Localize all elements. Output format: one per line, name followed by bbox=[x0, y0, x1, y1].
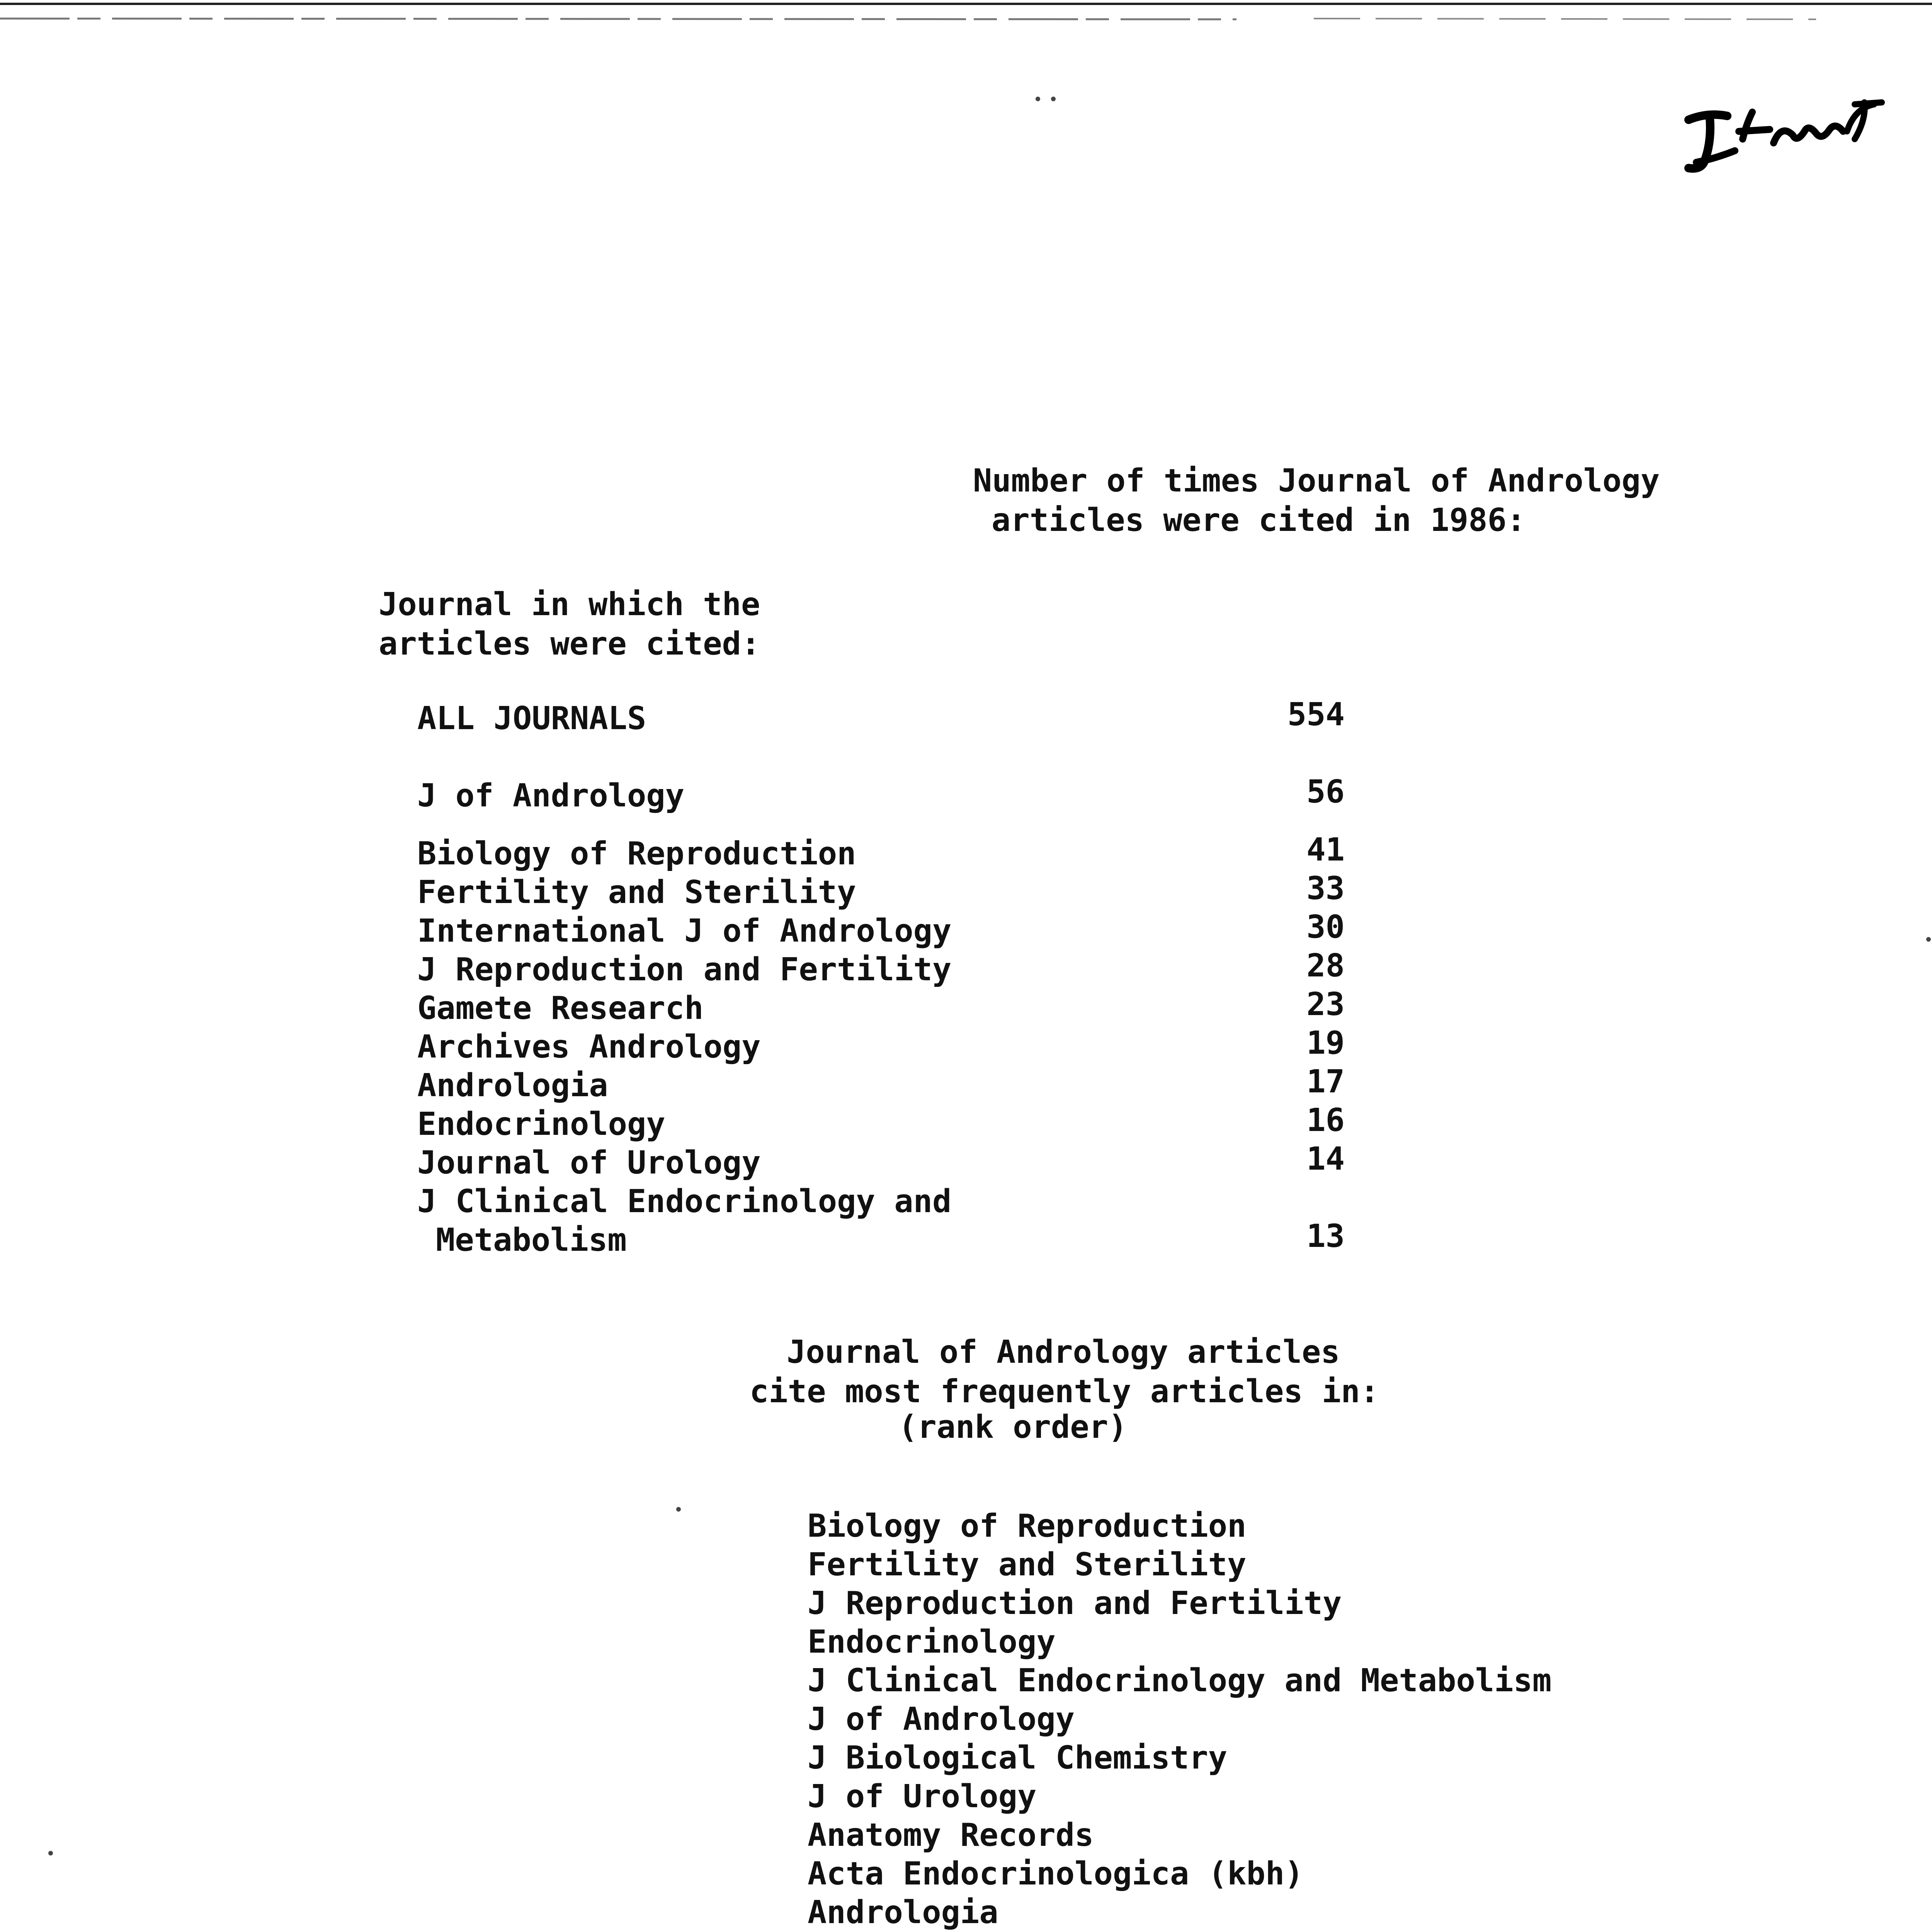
table-row-value: 30 bbox=[1306, 909, 1345, 946]
citations-title-line-2: articles were cited in 1986: bbox=[992, 502, 1526, 539]
table-row-value: 17 bbox=[1306, 1063, 1345, 1100]
table-row-value: 19 bbox=[1306, 1025, 1345, 1061]
all-journals-label: ALL JOURNALS bbox=[417, 700, 646, 737]
table-row-value: 23 bbox=[1306, 986, 1345, 1023]
list-item: J of Urology bbox=[808, 1778, 1037, 1815]
list-item: J Biological Chemistry bbox=[808, 1740, 1228, 1776]
all-journals-value: 554 bbox=[1287, 696, 1345, 733]
list-item: Endocrinology bbox=[808, 1624, 1056, 1660]
list-item: J Clinical Endocrinology and Metabolism bbox=[808, 1662, 1552, 1699]
table-row-value: 14 bbox=[1306, 1141, 1345, 1177]
scan-edge-line bbox=[0, 0, 1932, 27]
scan-speck bbox=[676, 1507, 681, 1512]
table-row-label: International J of Andrology bbox=[417, 913, 952, 949]
table-row-label-line-1: J Clinical Endocrinology and bbox=[417, 1183, 952, 1220]
table-row-label: Gamete Research bbox=[417, 990, 704, 1027]
own-journal-value: 56 bbox=[1306, 774, 1345, 810]
table-row-value: 41 bbox=[1306, 832, 1345, 868]
table-row-label-line-2: Metabolism bbox=[436, 1222, 627, 1259]
scan-speck bbox=[1051, 97, 1056, 101]
list-item: Biology of Reproduction bbox=[808, 1508, 1247, 1544]
cited-by-title-line-3: (rank order) bbox=[898, 1409, 1128, 1446]
table-row-value: 13 bbox=[1306, 1218, 1345, 1255]
citations-title-line-1: Number of times Journal of Andrology bbox=[973, 463, 1660, 499]
table-row-label: J Reproduction and Fertility bbox=[417, 951, 952, 988]
scan-speck bbox=[48, 1851, 53, 1855]
scan-speck bbox=[1036, 97, 1040, 101]
handwritten-note bbox=[1673, 66, 1889, 182]
own-journal-label: J of Andrology bbox=[417, 777, 685, 814]
table-row-label: Endocrinology bbox=[417, 1106, 665, 1143]
list-item: Fertility and Sterility bbox=[808, 1546, 1247, 1583]
scan-speck bbox=[1926, 937, 1931, 942]
table-row-value: 28 bbox=[1306, 947, 1345, 984]
list-item: J of Andrology bbox=[808, 1701, 1075, 1738]
cited-by-title-line-1: Journal of Andrology articles bbox=[787, 1334, 1340, 1371]
table-row-label: Fertility and Sterility bbox=[417, 874, 856, 911]
list-item: Acta Endocrinologica (kbh) bbox=[808, 1855, 1304, 1892]
list-item: Andrologia bbox=[808, 1894, 998, 1931]
table-row-label: Andrologia bbox=[417, 1067, 608, 1104]
list-item: Anatomy Records bbox=[808, 1817, 1094, 1854]
table-row-label: Biology of Reproduction bbox=[417, 835, 856, 872]
table-row-value: 33 bbox=[1306, 870, 1345, 907]
column-header-line-2: articles were cited: bbox=[379, 626, 760, 662]
table-row-value: 16 bbox=[1306, 1102, 1345, 1139]
table-row-label: Archives Andrology bbox=[417, 1029, 761, 1065]
table-row-label: Journal of Urology bbox=[417, 1145, 761, 1181]
list-item: J Reproduction and Fertility bbox=[808, 1585, 1342, 1622]
cited-by-title-line-2: cite most frequently articles in: bbox=[750, 1373, 1379, 1410]
column-header-line-1: Journal in which the bbox=[379, 586, 760, 623]
